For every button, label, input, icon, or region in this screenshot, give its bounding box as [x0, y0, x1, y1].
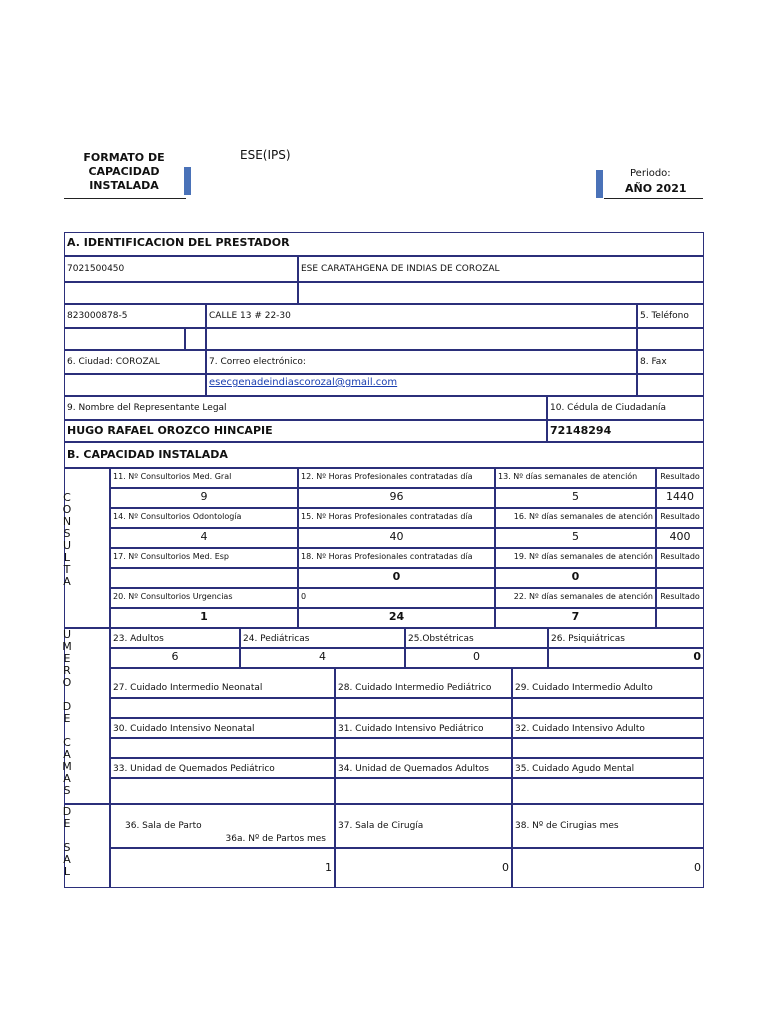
- camas-label: 26. Psiquiátricas: [548, 628, 704, 648]
- empty-cell: [298, 282, 704, 304]
- consulta-label: 15. Nº Horas Profesionales contratadas día: [298, 508, 495, 528]
- empty-cell: [64, 282, 298, 304]
- camas-value: 6: [110, 648, 240, 668]
- resultado-label: Resultado: [656, 548, 704, 568]
- email-link[interactable]: esecgenadeindiascorozal@gmail.com: [209, 377, 398, 388]
- resultado-value: [656, 608, 704, 628]
- consulta-label: 12. Nº Horas Profesionales contratadas día: [298, 468, 495, 488]
- resultado-value: 400: [656, 528, 704, 548]
- consulta-value: 5: [495, 488, 656, 508]
- camas-value: 4: [240, 648, 405, 668]
- resultado-label: Resultado: [656, 588, 704, 608]
- sala-parto-value: 1: [110, 848, 335, 888]
- consulta-value: 96: [298, 488, 495, 508]
- consulta-value: 1: [110, 608, 298, 628]
- partos-mes-label: 36a. Nº de Partos mes: [225, 834, 326, 844]
- provider-code: 7021500450: [64, 256, 298, 282]
- legal-rep-label: 9. Nombre del Representante Legal: [64, 396, 547, 420]
- consulta-label: 19. Nº días semanales de atención: [495, 548, 656, 568]
- camas-value: 0: [548, 648, 704, 668]
- consulta-label: 16. Nº días semanales de atención: [495, 508, 656, 528]
- camas-label: 30. Cuidado Intensivo Neonatal: [110, 718, 335, 738]
- camas-vertical-label: U M E R O D E C A M A S: [62, 628, 72, 797]
- legal-rep-name: HUGO RAFAEL OROZCO HINCAPIE: [64, 420, 547, 442]
- camas-label: 28. Cuidado Intermedio Pediátrico: [335, 668, 512, 698]
- cedula-label: 10. Cédula de Ciudadanía: [547, 396, 704, 420]
- resultado-value: [656, 568, 704, 588]
- form-title-line-3: INSTALADA: [89, 179, 159, 192]
- cirugias-mes-value: 0: [512, 848, 704, 888]
- email-cell: [206, 374, 637, 396]
- consulta-value: 0: [298, 568, 495, 588]
- form-title-line-2: CAPACIDAD: [88, 165, 160, 178]
- consulta-label: 13. Nº días semanales de atención: [495, 468, 656, 488]
- empty-cell: [185, 328, 206, 350]
- consulta-label: 18. Nº Horas Profesionales contratadas día: [298, 548, 495, 568]
- camas-value: [110, 738, 335, 758]
- resultado-value: 1440: [656, 488, 704, 508]
- cirugias-mes-label: 38. Nº de Cirugias mes: [512, 804, 704, 848]
- camas-value: [335, 778, 512, 804]
- consulta-label: 11. Nº Consultorios Med. Gral: [110, 468, 298, 488]
- consulta-value: 7: [495, 608, 656, 628]
- camas-label: 31. Cuidado Intensivo Pediátrico: [335, 718, 512, 738]
- camas-label: 32. Cuidado Intensivo Adulto: [512, 718, 704, 738]
- periodo-label: Periodo:: [630, 168, 671, 179]
- consulta-vertical-label: C O N S U L T A: [62, 491, 72, 588]
- camas-value: [335, 698, 512, 718]
- sala-cirugia-value: 0: [335, 848, 512, 888]
- camas-label: 29. Cuidado Intermedio Adulto: [512, 668, 704, 698]
- periodo-accent-bar: [596, 170, 603, 198]
- camas-value: [110, 698, 335, 718]
- section-b-title: B. CAPACIDAD INSTALADA: [64, 442, 704, 468]
- camas-value: [512, 778, 704, 804]
- consulta-value: 9: [110, 488, 298, 508]
- email-label: 7. Correo electrónico:: [206, 350, 637, 374]
- sala-parto-label: 36. Sala de Parto: [125, 821, 202, 831]
- consulta-value: 0: [495, 568, 656, 588]
- camas-label: 27. Cuidado Intermedio Neonatal: [110, 668, 335, 698]
- consulta-value: 5: [495, 528, 656, 548]
- fax-label: 8. Fax: [637, 350, 704, 374]
- consulta-label: 14. Nº Consultorios Odontología: [110, 508, 298, 528]
- provider-name: ESE CARATAHGENA DE INDIAS DE COROZAL: [298, 256, 704, 282]
- camas-value: [512, 738, 704, 758]
- resultado-label: Resultado: [656, 468, 704, 488]
- consulta-label: 17. Nº Consultorios Med. Esp: [110, 548, 298, 568]
- provider-nit: 823000878-5: [64, 304, 206, 328]
- camas-value: [335, 738, 512, 758]
- cedula-value: 72148294: [547, 420, 704, 442]
- camas-label: 35. Cuidado Agudo Mental: [512, 758, 704, 778]
- resultado-label: Resultado: [656, 508, 704, 528]
- camas-label: 24. Pediátricas: [240, 628, 405, 648]
- consulta-label: 22. Nº días semanales de atención: [495, 588, 656, 608]
- form-title-line-1: FORMATO DE: [83, 151, 165, 164]
- sala-parto-cell: [110, 804, 335, 848]
- camas-value: [512, 698, 704, 718]
- fax-value: [637, 374, 704, 396]
- sala-cirugia-label: 37. Sala de Cirugía: [335, 804, 512, 848]
- title-underline: [64, 198, 186, 199]
- periodo-value: AÑO 2021: [625, 182, 687, 195]
- consulta-value: 4: [110, 528, 298, 548]
- camas-label: 25.Obstétricas: [405, 628, 548, 648]
- empty-cell: [64, 374, 206, 396]
- consulta-value: 24: [298, 608, 495, 628]
- camas-label: 34. Unidad de Quemados Adultos: [335, 758, 512, 778]
- title-accent-bar: [184, 167, 191, 195]
- salas-vertical-label: D E S A L: [62, 805, 72, 878]
- camas-label: 33. Unidad de Quemados Pediátrico: [110, 758, 335, 778]
- phone-label: 5. Teléfono: [637, 304, 704, 328]
- consulta-value: [110, 568, 298, 588]
- form-title: [64, 151, 184, 193]
- camas-value: 0: [405, 648, 548, 668]
- empty-cell: [206, 328, 637, 350]
- consulta-value: 40: [298, 528, 495, 548]
- city-label: 6. Ciudad: COROZAL: [64, 350, 206, 374]
- consulta-label: 20. Nº Consultorios Urgencias: [110, 588, 298, 608]
- section-a-title: A. IDENTIFICACION DEL PRESTADOR: [64, 232, 704, 256]
- empty-cell: [64, 328, 185, 350]
- camas-label: 23. Adultos: [110, 628, 240, 648]
- phone-value: [637, 328, 704, 350]
- periodo-underline: [604, 198, 703, 199]
- camas-value: [110, 778, 335, 804]
- entity-type: ESE(IPS): [240, 148, 291, 162]
- consulta-label: 0: [298, 588, 495, 608]
- provider-address: CALLE 13 # 22-30: [206, 304, 637, 328]
